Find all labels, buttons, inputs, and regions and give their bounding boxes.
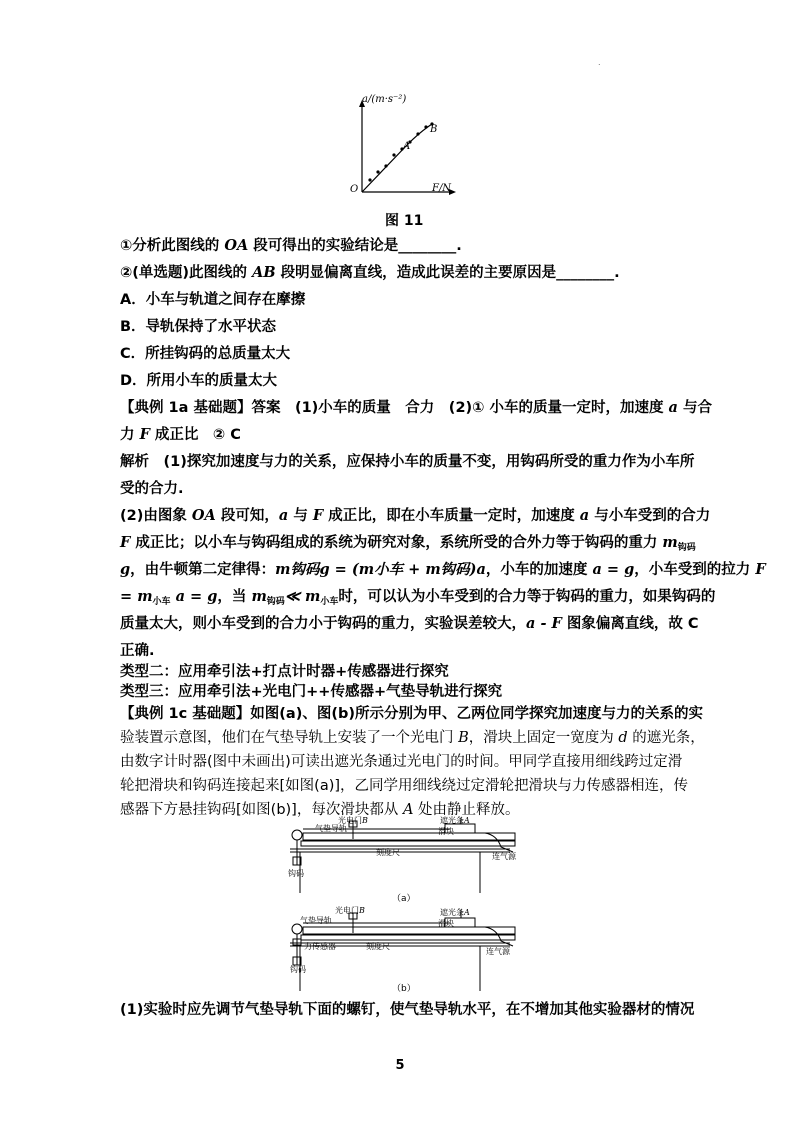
type-3-heading: 类型三：应用牵引法+光电门++传感器+气垫导轨进行探究 <box>120 684 503 700</box>
example-1c-line-2: 验装置示意图，他们在气垫导轨上安装了一个光电门 B，滑块上固定一宽度为 d 的遮光条， <box>120 730 705 746</box>
graph-point-a-label: A <box>403 141 411 152</box>
air-rail-b <box>303 927 515 934</box>
option-b: B．导轨保持了水平状态 <box>120 319 277 335</box>
fig-b-caption: （b） <box>392 984 416 994</box>
fig-a-rail-label: 气垫导轨 <box>315 824 347 833</box>
fig-b-weight-label: 钩码 <box>290 965 306 974</box>
analysis-line-3: (2)由图象 OA 段可知，a 与 F 成正比，即在小车质量一定时，加速度 a 与小车受到的合力 <box>120 507 711 524</box>
analysis-line-1: 解析 (1)探究加速度与力的关系，应保持小车的质量不变，用钩码所受的重力作为小车所 <box>120 454 695 470</box>
fig-a-weight-label: 钩码 <box>288 869 304 878</box>
analysis-line-7: 质量太大，则小车受到的合力小于钩码的重力，实验误差较大，a - F 图象偏离直线，故 C <box>120 615 699 632</box>
fig-b-photogate-label: 光电门B <box>335 906 365 915</box>
graph-x-label: F/N <box>432 183 452 194</box>
question-1: ①分析此图线的 OA 段可得出的实验结论是________. <box>120 237 462 254</box>
graph-point-b-label: B <box>430 124 438 135</box>
fig-b-sensor-label: 力传感器 <box>304 942 336 951</box>
fig-a-shade-label: 遮光条A <box>440 816 470 825</box>
fig-b-slider-label: 滑块 <box>438 919 454 928</box>
example-1c-line-3: 由数字计时器(图中未画出)可读出遮光条通过光电门的时间。甲同学直接用细线跨过定滑 <box>120 754 683 770</box>
fig-b-scale-label: 刻度尺 <box>366 942 390 951</box>
question-2: ②(单选题)此图线的 AB 段明显偏离直线，造成此误差的主要原因是________. <box>120 264 620 281</box>
fig-b-rail-label: 气垫导轨 <box>300 916 332 925</box>
example-1c-line-5: 感器下方悬挂钩码[如图(b)]，每次滑块都从 A 处由静止释放。 <box>120 802 520 818</box>
graph-origin-label: O <box>350 184 359 195</box>
analysis-line-5: g，由牛顿第二定律得：m钩码g = (m小车 + m钩码)a，小车的加速度 a = g，小车受到的拉力 F <box>120 561 766 578</box>
option-d: D．所用小车的质量太大 <box>120 373 278 389</box>
fig-a-caption: （a） <box>392 894 416 904</box>
option-a: A．小车与轨道之间存在摩擦 <box>120 292 306 308</box>
scale-b <box>301 935 515 940</box>
fig-a-scale-label: 刻度尺 <box>376 848 400 857</box>
example-1c-line-4: 轮把滑块和钩码连接起来[如图(a)]，乙同学用细线绕过定滑轮把滑块与力传感器相连，传 <box>120 778 689 794</box>
fig-b-shade-label: 遮光条A <box>440 908 470 917</box>
answer-line-1: 【典例 1a 基础题】答案 (1)小车的质量 合力 (2)① 小车的质量一定时，加速度 a 与合 <box>120 399 712 416</box>
graph-y-label: a/(m·s⁻²) <box>362 94 407 105</box>
fig-a-air-label: 连气源 <box>492 852 516 861</box>
scale-a <box>301 841 515 846</box>
graph-caption: 图 11 <box>385 213 424 229</box>
analysis-line-8: 正确. <box>120 643 155 659</box>
fig-b-air-label: 连气源 <box>486 947 510 956</box>
air-rail-a <box>303 833 515 840</box>
question-1c-part-1: (1)实验时应先调节气垫导轨下面的螺钉，使气垫导轨水平，在不增加其他实验器材的情况 <box>120 1002 695 1018</box>
page-dot: . <box>598 58 601 67</box>
page-number: 5 <box>395 1058 405 1073</box>
answer-line-2: 力 F 成正比 ② C <box>120 426 241 443</box>
analysis-line-6: = $m_{小车}$ a = g，当 $m_{钩码}≪$ $m_{小车}$时，可以认为小车受到的合力等于钩码的重力，如果钩码的 <box>120 588 716 607</box>
fig-a-slider-label: 滑块 <box>438 827 454 836</box>
analysis-line-2: 受的合力. <box>120 481 184 497</box>
graph-curve <box>362 124 432 192</box>
option-c: C．所挂钩码的总质量太大 <box>120 346 291 362</box>
analysis-line-4: F 成正比；以小车与钩码组成的系统为研究对象，系统所受的合外力等于钩码的重力 $m_{钩码}$ <box>120 534 696 553</box>
fig-a-photogate-label: 光电门B <box>338 816 368 825</box>
type-2-heading: 类型二：应用牵引法+打点计时器+传感器进行探究 <box>120 664 449 680</box>
pulley-a <box>292 830 302 840</box>
example-1c-line-1: 【典例 1c 基础题】如图(a)、图(b)所示分别为甲、乙两位同学探究加速度与力的关系的实 <box>120 706 703 722</box>
